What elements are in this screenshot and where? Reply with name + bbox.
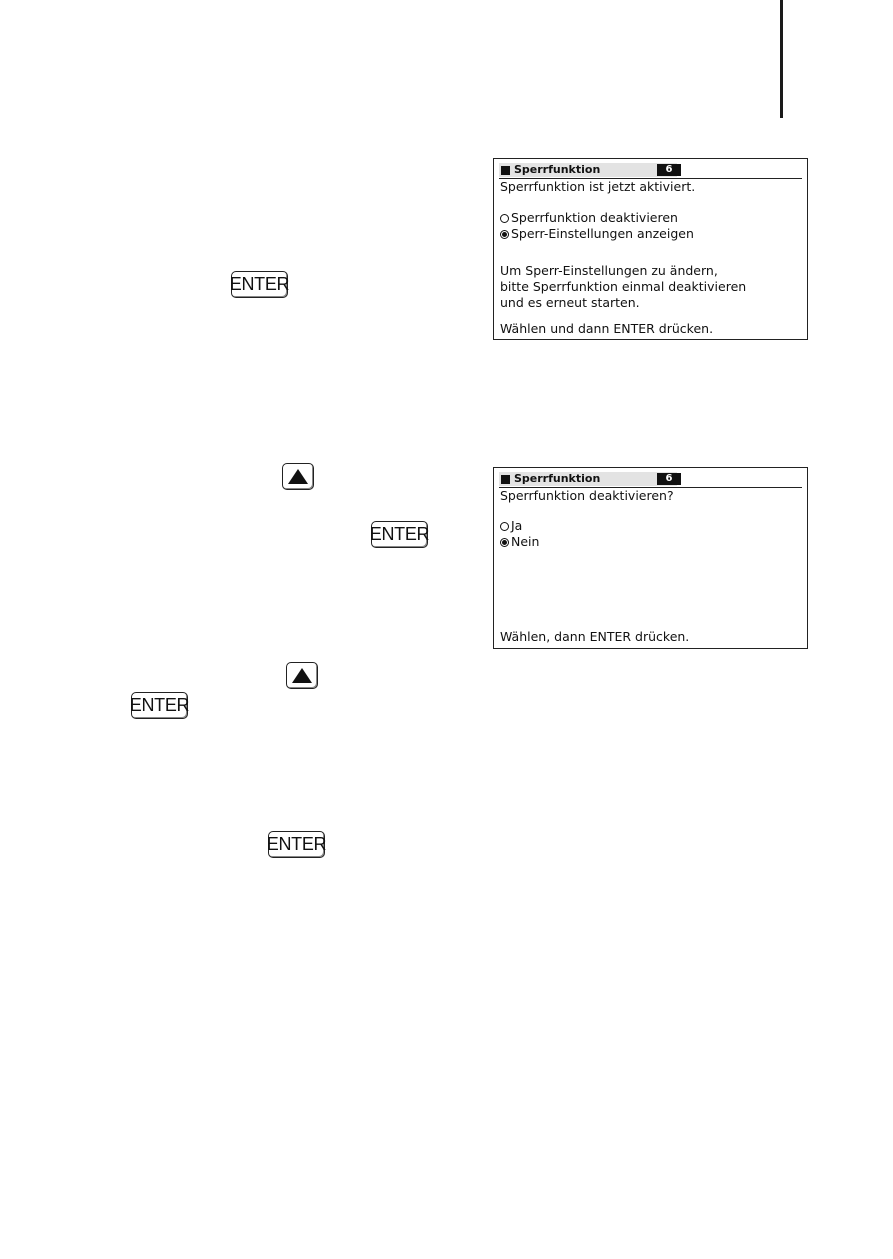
screen-footer: Wählen und dann ENTER drücken. (500, 321, 714, 336)
option-show-lock-settings[interactable]: Sperr-Einstellungen anzeigen (500, 226, 694, 242)
option-deactivate-lock[interactable]: Sperrfunktion deaktivieren (500, 210, 678, 226)
screen-info-line: bitte Sperrfunktion einmal deaktivieren (500, 279, 747, 294)
option-yes[interactable]: Ja (500, 518, 522, 534)
screen-header (499, 472, 677, 486)
device-screen-deactivate-confirm (493, 467, 808, 649)
square-bullet-icon (501, 475, 510, 484)
radio-unselected-icon (500, 522, 509, 531)
radio-selected-icon (500, 230, 509, 239)
section-marker-line (780, 0, 783, 118)
screen-footer: Wählen, dann ENTER drücken. (500, 629, 690, 644)
square-bullet-icon (501, 166, 510, 175)
screen-message: Sperrfunktion ist jetzt aktiviert. (500, 179, 696, 194)
screen-header-badge: 6 (657, 164, 681, 176)
enter-key-icon: ENTER (268, 831, 325, 858)
screen-message: Sperrfunktion deaktivieren? (500, 488, 674, 503)
device-screen-lock-active (493, 158, 808, 340)
screen-header-title: Sperrfunktion (514, 163, 601, 176)
up-arrow-key-icon (286, 662, 318, 689)
up-arrow-key-icon (282, 463, 314, 490)
radio-unselected-icon (500, 214, 509, 223)
enter-key-icon: ENTER (231, 271, 288, 298)
option-no[interactable]: Nein (500, 534, 539, 550)
screen-header (499, 163, 677, 177)
screen-info-line: Um Sperr-Einstellungen zu ändern, (500, 263, 718, 278)
screen-info-line: und es erneut starten. (500, 295, 640, 310)
radio-selected-icon (500, 538, 509, 547)
screen-header-title: Sperrfunktion (514, 472, 601, 485)
enter-key-icon: ENTER (131, 692, 188, 719)
enter-key-icon: ENTER (371, 521, 428, 548)
screen-header-badge: 6 (657, 473, 681, 485)
